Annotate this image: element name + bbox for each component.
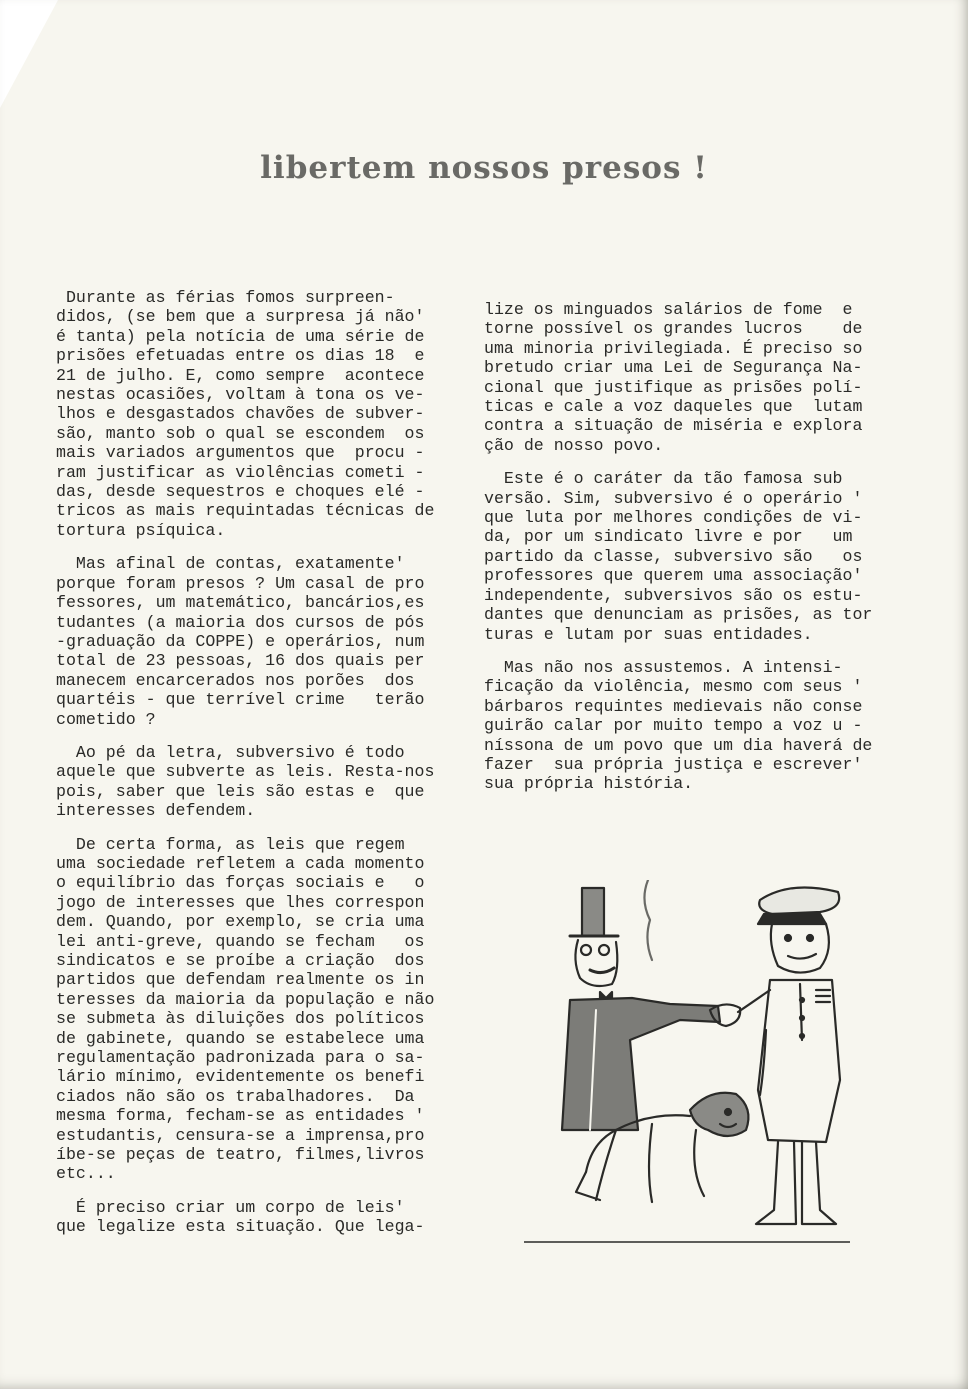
text-line: Ao pé da letra, subversivo é todo <box>56 742 405 762</box>
paragraph <box>56 554 456 729</box>
text-line: níssona de um povo que um dia haverá de <box>484 735 873 755</box>
text-line: uma minoria privilegiada. É preciso so <box>484 338 863 358</box>
text-line: turas e lutam por suas entidades. <box>484 624 813 644</box>
text-line: ciados não são os trabalhadores. Da <box>56 1086 415 1106</box>
text-line: guirão calar por muito tempo a voz u - <box>484 716 863 736</box>
text-line: regulamentação padronizada para o sa- <box>56 1048 425 1068</box>
text-line: torne possível os grandes lucros de <box>484 319 863 339</box>
text-line: contra a situação de miséria e explora <box>484 416 863 436</box>
right-column <box>484 300 930 808</box>
text-line: sindicatos e se proíbe a criação dos <box>56 951 425 970</box>
text-line: ram justificar as violências cometi - <box>56 462 425 482</box>
text-line: porque foram presos ? Um casal de pro <box>56 573 425 593</box>
text-line: são, manto sob o qual se escondem os <box>56 423 425 443</box>
text-line: íbe-se peças de teatro, filmes,livros <box>56 1145 425 1165</box>
text-line: Durante as férias fomos surpreen- <box>56 288 395 307</box>
text-line: pois, saber que leis são estas e que <box>56 781 425 801</box>
text-line: sua própria história. <box>484 774 694 794</box>
text-line: é tanta) pela notícia de uma série de <box>56 326 425 346</box>
text-line: tortura psíquica. <box>56 520 226 540</box>
text-line: aquele que subverte as leis. Resta-nos <box>56 762 435 782</box>
text-line: ticas e cale a voz daqueles que lutam <box>484 397 863 417</box>
text-line: lize os minguados salários de fome e <box>484 300 853 319</box>
text-line: que luta por melhores condições de vi- <box>484 508 863 528</box>
text-line: bretudo criar uma Lei de Segurança Na- <box>484 358 863 378</box>
text-line: manecem encarcerados nos porões dos <box>56 670 415 690</box>
text-line: que legalize esta situação. Que lega- <box>56 1217 425 1237</box>
paragraph <box>56 288 456 540</box>
paragraph <box>484 300 930 455</box>
left-column <box>56 288 456 1251</box>
text-line: cometido ? <box>56 709 156 729</box>
text-line: quartéis - que terrível crime terão <box>56 690 425 710</box>
text-line: ção de nosso povo. <box>484 435 664 455</box>
paragraph <box>56 1198 456 1237</box>
political-cartoon-icon <box>520 880 880 1260</box>
text-line: mesma forma, fecham-se as entidades ' <box>56 1106 425 1126</box>
text-line: total de 23 pessoas, 16 dos quais per <box>56 651 425 671</box>
text-line: uma sociedade refletem a cada momento <box>56 853 425 873</box>
text-line: partido da classe, subversivo são os <box>484 546 863 566</box>
text-line: de gabinete, quando se estabelece uma <box>56 1028 425 1048</box>
text-line: dem. Quando, por exemplo, se cria uma <box>56 912 425 932</box>
text-line: bárbaros requintes medievais não conse <box>484 696 863 716</box>
text-line: 21 de julho. E, como sempre acontece <box>56 365 425 385</box>
text-line: tricos as mais requintadas técnicas de <box>56 501 435 521</box>
text-line: se submeta às diluições dos políticos <box>56 1009 425 1029</box>
text-line: interesses defendem. <box>56 801 256 821</box>
paragraph <box>484 658 930 794</box>
text-line: prisões efetuadas entre os dias 18 e <box>56 346 425 366</box>
text-line: jogo de interesses que lhes correspon <box>56 892 425 912</box>
text-line: independente, subversivos são os estu- <box>484 585 863 605</box>
text-line: ficação da violência, mesmo com seus ' <box>484 677 863 697</box>
paragraph <box>56 835 456 1184</box>
text-line: lário mínimo, evidentemente os benefi <box>56 1067 425 1087</box>
text-line: partidos que defendam realmente os in <box>56 970 425 990</box>
text-line: Mas afinal de contas, exatamente' <box>56 554 405 574</box>
text-line: professores que querem uma associação' <box>484 566 863 586</box>
text-line: fessores, um matemático, bancários,es <box>56 593 425 613</box>
text-line: versão. Sim, subversivo é o operário ' <box>484 488 863 508</box>
text-line: Este é o caráter da tão famosa sub <box>484 469 843 489</box>
text-line: Mas não nos assustemos. A intensi- <box>484 657 843 677</box>
text-line: estudantis, censura-se a imprensa,pro <box>56 1125 425 1145</box>
text-line: fazer sua própria justiça e escrever' <box>484 754 863 774</box>
text-line: da, por um sindicato livre e por um <box>484 527 853 547</box>
text-line: teresses da maioria da população e não <box>56 989 435 1009</box>
text-line: lhos e desgastados chavões de subver- <box>56 404 425 424</box>
text-line: o equilíbrio das forças sociais e o <box>56 873 425 893</box>
text-line: -graduação da COPPE) e operários, num <box>56 631 425 651</box>
paragraph <box>484 469 930 644</box>
text-line: De certa forma, as leis que regem <box>56 834 405 854</box>
text-line: nestas ocasiões, voltam à tona os ve- <box>56 385 425 405</box>
text-line: didos, (se bem que a surpresa já não' <box>56 307 425 327</box>
text-line: das, desde sequestros e choques elé - <box>56 482 425 502</box>
page-title: libertem nossos presos ! <box>260 150 708 186</box>
text-line: etc... <box>56 1164 116 1184</box>
text-line: cional que justifique as prisões polí- <box>484 377 863 397</box>
text-line: mais variados argumentos que procu - <box>56 443 425 463</box>
paragraph <box>56 743 456 821</box>
text-line: dantes que denunciam as prisões, as tor <box>484 605 873 625</box>
text-line: É preciso criar um corpo de leis' <box>56 1197 405 1217</box>
text-line: lei anti-greve, quando se fecham os <box>56 931 425 951</box>
text-line: tudantes (a maioria dos cursos de pós <box>56 612 425 632</box>
